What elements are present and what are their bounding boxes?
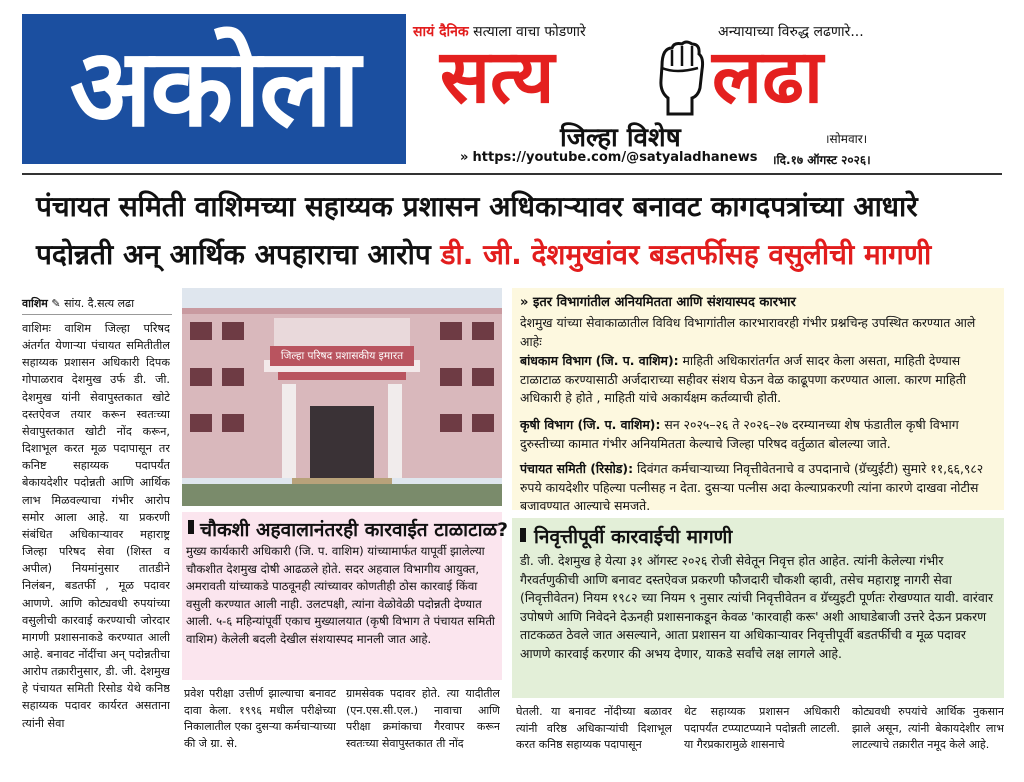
title-right: लढा — [712, 34, 823, 120]
section-marker-icon — [188, 520, 194, 534]
bottom-column-1: प्रवेश परीक्षा उत्तीर्ण झाल्याचा बनावट दावा केला. १९९६ मधील परीक्षेच्या निकालातील एका दुसऱ्या कर्मचाऱ्याच्या की जे ग्रा. से. — [184, 687, 336, 751]
pen-icon: ✎ — [51, 297, 61, 310]
irregularity-text: सन २०२५–२६ ते २०२६–२७ दरम्यानच्या शेष फंडातील कृषी विभाग दुरुस्तीच्या कामात गंभीर अनियमितता केल्याचे जिल्हा परिषद वर्तुळात बोलल्या जाते. — [520, 417, 959, 451]
bottom-column-3: घेतली. या बनावट नोंदीच्या बळावर त्यांनी वरिष्ठ अधिकाऱ्यांची दिशाभूल करत कनिष्ठ सहाय्यक पदापासून — [516, 705, 672, 752]
irregularities-box — [512, 288, 1004, 514]
left-column-text: वाशिमः वाशिम जिल्हा परिषद अंतर्गत येणाऱ्या पंचायत समितीतील सहाय्यक प्रशासन अधिकारी दिपक गोपाळराव देशमुख उर्फ डी. जी. देशमुख यांनी सेवापुस्तकात खोटे दस्तऐवज तयार करून स्वतःच्या सेवापुस्तकात खोटी नोंद करून, दिशाभूल करत मूळ पदापासून तर कनिष्ट सहाय्यक पदापर्यंत बेकायदेशीर पदोन्नती आणि आर्थिक लाभ मिळवल्याचा गंभीर आरोप समोर आला आहे. या प्रकरणी संबंधित अधिकाऱ्यावर महाराष्ट्र जिल्हा परिषद सेवा (शिस्त व अपील) नियमांनुसार तातडीने निलंबन, बडतर्फी , मूळ पदावर आणणे. आणि कोट्यवधी रुपयांच्या वसुलीची कारवाई करण्याची जोरदार मागणी प्रशासनाकडे करण्यात आली आहे. बनावट नोंदींचा अन् पदोन्नतीचा आरोप तक्रारीनुसार, डी. जी. देशमुख हे पंचायत समिती रिसोड येथे कनिष्ठ सहाय्यक पदावर कार्यरत असताना त्यांनी सेवा — [22, 322, 170, 730]
bottom-column-2: ग्रामसेवक पदावर होते. त्या यादीतील (एन.एस.सी.एल.) नावाचा आणि परीक्षा क्रमांकाचा गैरवापर करून स्वतःच्या सेवापुस्तकात ती नोंद — [346, 687, 500, 751]
dateline-divider — [22, 314, 172, 315]
headline-line-2-red: डी. जी. देशमुखांवर बडतर्फीसह वसुलीची मागणी — [440, 238, 932, 271]
irregularity-item — [520, 460, 996, 516]
youtube-url: https://youtube.com/@satyaladhanews — [472, 150, 758, 165]
irregularity-label: पंचायत समिती (रिसोड): — [520, 461, 634, 476]
retirement-body: डी. जी. देशमुख हे येत्या ३१ ऑगस्ट २०२६ रोजी सेवेतून निवृत्त होत आहेत. त्यांनी केलेल्या गंभीर गैरवर्तणुकीची आणि बनावट दस्तऐवज प्रकरणी फौजदारी चौकशी व्हावी, तसेच महाराष्ट्र नागरी सेवा (निवृत्तीवेतन) नियम १९८२ च्या नियम ९ नुसार त्यांची निवृत्तीवेतन व ग्रॅच्युइटी पूर्णतः रोखण्यात यावी. वारंवार उपोषणे आणि निवेदने देऊनही प्रशासनाकडून केवळ 'कारवाही करू' अशी आघाडेबाजी उत्तरे देऊन प्रकरण ताटकळत ठेवले जात असल्याने, आता प्रशासन या अधिकाऱ्यावर निवृत्तीपूर्वी बडतर्फीची व मूळ पदावर आणणे कारवाई करणार की अभय देणार, याकडे सर्वांचे लक्ष लागले आहे. — [520, 553, 994, 662]
irregularities-intro: देशमुख यांच्या सेवाकाळातील विविध विभागांतील कारभारावरही गंभीर प्रश्नचिन्ह उपस्थित करण्यात आले आहेः — [520, 315, 976, 349]
edition-label: जिल्हा विशेष — [560, 123, 681, 153]
retirement-box — [512, 518, 1004, 698]
title-left: सत्य — [440, 34, 555, 120]
city-logo: अकोला — [22, 14, 406, 164]
zp-building-photo — [182, 288, 502, 506]
headline-line-2 — [36, 240, 931, 271]
date-label: ।दि.१७ ऑगस्ट २०२६। — [772, 153, 871, 167]
dateline — [22, 296, 172, 311]
double-chevron-icon: » — [460, 150, 469, 165]
irregularity-item — [520, 352, 996, 408]
bottom-column-5: कोट्यवधी रुपयांचे आर्थिक नुकसान झाले असून, त्यांनी बेकायदेशीर लाभ लाटल्याचे तक्रारीत नमूद केले आहे. — [852, 705, 1004, 752]
headline-line-1: पंचायत समिती वाशिमच्या सहाय्यक प्रशासन अधिकाऱ्यावर बनावट कागदपत्रांच्या आधारे — [36, 190, 918, 223]
irregularities-heading-row — [520, 292, 796, 310]
masthead-divider — [22, 173, 1002, 175]
inquiry-box — [182, 512, 509, 680]
evening-daily-label: सायं दैनिक — [413, 24, 469, 40]
building-illustration — [182, 288, 502, 506]
dateline-correspondent: सांय. दै.सत्य लढा — [64, 297, 135, 310]
dateline-place: वाशिम — [22, 297, 48, 310]
inquiry-body: मुख्य कार्यकारी अधिकारी (जि. प. वाशिम) यांच्यामार्फत यापूर्वी झालेल्या चौकशीत देशमुख दोषी आढळले होते. सदर अहवाल विभागीय आयुक्त, अमरावती यांच्याकडे पाठवूनही त्यांच्यावर कोणतीही ठोस कारवाई किंवा वसुली करण्यात आली नाही. उलटपक्षी, त्यांना वेळोवेळी पदोन्नती देण्यात आली. ५-६ महिन्यांपूर्वी एकाच मुख्यालयात (कृषी विभाग ते पंचायत समिती वाशिम) केलेली बदली देखील संशयास्पद मानली जात आहे. — [186, 544, 495, 647]
irregularity-label: बांधकाम विभाग (जि. प. वाशिम): — [520, 353, 679, 368]
irregularity-item — [520, 416, 996, 453]
retirement-heading: निवृत्तीपूर्वी कारवाईची मागणी — [534, 526, 733, 548]
bottom-column-4: थेट सहाय्यक प्रशासन अधिकारी पदापर्यंत टप्प्याटप्प्याने पदोन्नती लाटली. या गैरप्रकारामुळे शासनाचे — [684, 705, 840, 752]
fist-icon — [652, 36, 708, 120]
double-chevron-icon: » — [520, 295, 529, 310]
irregularity-text: माहिती अधिकारांतर्गत अर्ज सादर केला असता, माहिती देण्यास टाळाटाळ करण्यासाठी अर्जदाराच्या सहीवर संशय घेऊन वेळ काढूपणा करण्यात आला. कारण माहिती अधिकारी हे होते , माहिती यांचे अकार्यक्षम कर्तव्याची होती. — [520, 353, 966, 406]
irregularity-text: दिवंगत कर्मचाऱ्याच्या निवृत्तीवेतनाचे व उपदानाचे (ग्रॅच्युईटी) सुमारे ११,६६,९८२ रुपये कायदेशीर पहिल्या पत्नीसह न देता. दुसऱ्या पत्नीस अदा केल्याप्रकरणी त्यांना कारणे दाखवा नोटीस बजावण्यात आल्याचे समजते. — [520, 461, 984, 514]
slogan-right: अन्यायाच्या विरुद्ध लढणारे... — [718, 24, 864, 40]
inquiry-heading: चौकशी अहवालानंतरही कारवाईत टाळाटाळ? — [200, 519, 509, 541]
headline-line-2-black: पदोन्नती अन् आर्थिक अपहाराचा आरोप — [36, 238, 431, 271]
building-sign: जिल्हा परिषद प्रशासकीय इमारत — [270, 346, 414, 366]
irregularities-heading: इतर विभागांतील अनियमितता आणि संशयास्पद कारभार — [532, 295, 796, 310]
section-marker-icon — [520, 528, 526, 542]
slogan-left: सत्याला वाचा फोडणारे — [473, 24, 586, 40]
irregularity-label: कृषी विभाग (जि. प. वाशिम): — [520, 417, 661, 432]
youtube-link[interactable] — [460, 150, 757, 165]
day-label: ।सोमवार। — [825, 132, 868, 146]
